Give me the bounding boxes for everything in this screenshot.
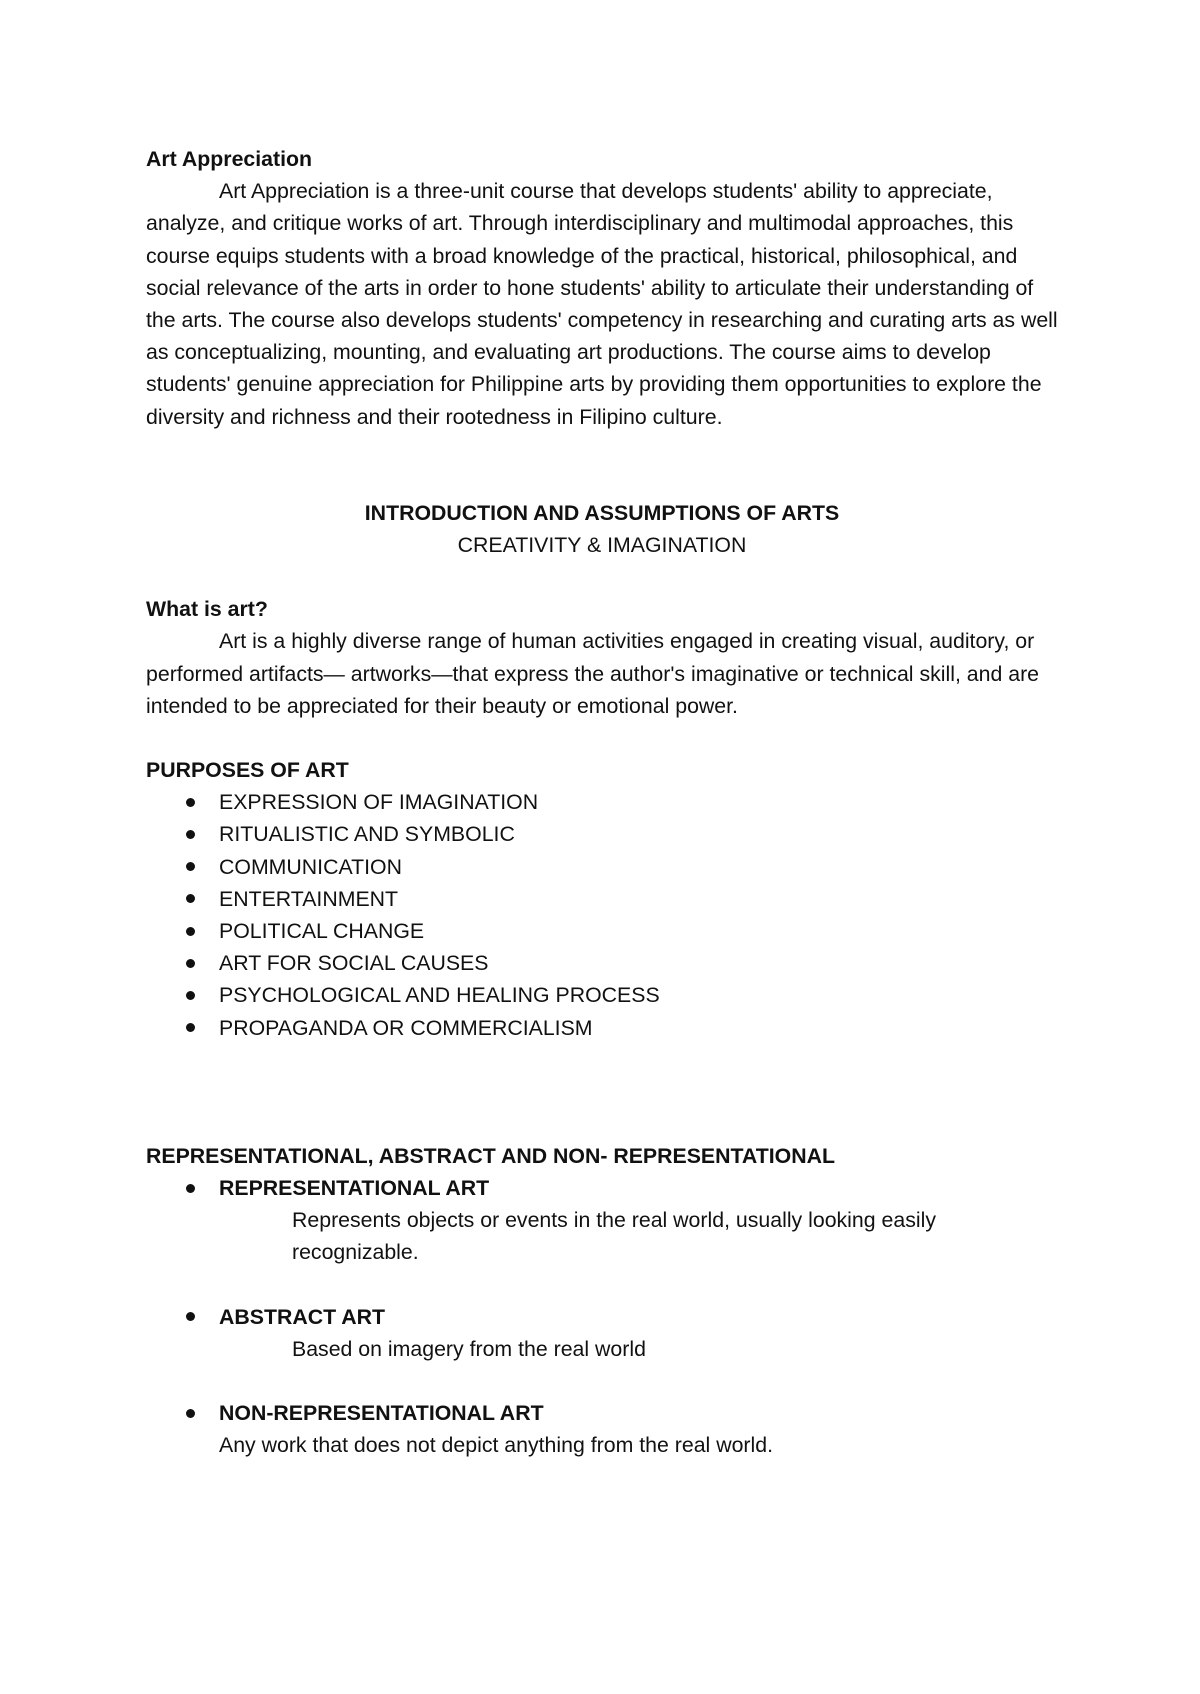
intro-title: INTRODUCTION AND ASSUMPTIONS OF ARTS	[364, 500, 840, 525]
course-description-paragraph: Art Appreciation is a three-unit course that develops students' ability to appreciate, analyze, and critique works of art. Through interdisciplinary and multimodal approaches, this course equips students with a broad knowledge of the practical, historical, philosophical, and social relevance of the arts in order to hone students' ability to articulate their understanding of the arts. The course also develops students' competency in researching and curating arts as well as conceptualizing, mounting, and evaluating art productions. The course aims to develop students' genuine appreciation for Philippine arts by providing them opportunities to explore the diversity and richness and their rootedness in Filipino culture.	[146, 179, 1058, 429]
bullet-icon	[186, 1023, 195, 1032]
list-item	[146, 915, 1058, 947]
bullet-icon	[186, 1312, 195, 1321]
bullet-icon	[186, 1409, 195, 1418]
type-description: Any work that does not depict anything from the real world.	[219, 1433, 774, 1458]
type-description: Represents objects or events in the real world, usually looking easily recognizable.	[292, 1208, 936, 1265]
what-is-art-paragraph: Art is a highly diverse range of human activities engaged in creating visual, auditory, or performed artifacts— artworks—that express the author's imaginative or technical skill, and are intended to be appreciated for their beauty or emotional power.	[146, 629, 1040, 718]
list-item-non-representational	[146, 1397, 1058, 1461]
purposes-list	[146, 786, 1058, 1044]
bullet-icon	[186, 862, 195, 871]
list-item-representational	[146, 1172, 1058, 1301]
spacer	[219, 1365, 1058, 1397]
type-title: NON-REPRESENTATIONAL ART	[219, 1401, 544, 1426]
list-item-label: COMMUNICATION	[219, 854, 402, 879]
bullet-icon	[186, 1184, 195, 1193]
list-item-abstract	[146, 1301, 1058, 1397]
section-heading-art-appreciation: Art Appreciation	[146, 147, 313, 171]
list-item	[146, 786, 1058, 818]
list-item	[146, 979, 1058, 1011]
spacer	[146, 1108, 1058, 1140]
spacer	[146, 433, 1058, 497]
spacer	[146, 722, 1058, 754]
list-item	[146, 851, 1058, 883]
list-item	[146, 818, 1058, 850]
list-item	[146, 947, 1058, 979]
bullet-icon	[186, 991, 195, 1000]
list-item	[146, 883, 1058, 915]
type-title: ABSTRACT ART	[219, 1304, 386, 1329]
list-item-label: EXPRESSION OF IMAGINATION	[219, 790, 539, 815]
types-heading: REPRESENTATIONAL, ABSTRACT AND NON- REPRESENTATIONAL	[146, 1143, 835, 1168]
list-item-label: ENTERTAINMENT	[219, 886, 399, 911]
spacer	[146, 561, 1058, 593]
bullet-icon	[186, 894, 195, 903]
list-item-label: PSYCHOLOGICAL AND HEALING PROCESS	[219, 983, 660, 1008]
list-item-label: RITUALISTIC AND SYMBOLIC	[219, 822, 515, 847]
type-title: REPRESENTATIONAL ART	[219, 1176, 490, 1201]
purposes-heading: PURPOSES OF ART	[146, 758, 349, 783]
list-item-label: ART FOR SOCIAL CAUSES	[219, 951, 489, 976]
types-list	[146, 1172, 1058, 1461]
type-description: Based on imagery from the real world	[292, 1336, 646, 1361]
spacer	[219, 1269, 1058, 1301]
bullet-icon	[186, 927, 195, 936]
list-item-label: PROPAGANDA OR COMMERCIALISM	[219, 1015, 593, 1040]
bullet-icon	[186, 830, 195, 839]
spacer	[146, 1044, 1058, 1108]
what-is-art-heading: What is art?	[146, 597, 268, 622]
bullet-icon	[186, 959, 195, 968]
list-item-label: POLITICAL CHANGE	[219, 919, 425, 944]
intro-subtitle: CREATIVITY & IMAGINATION	[457, 533, 747, 558]
bullet-icon	[186, 798, 195, 807]
document-page	[146, 143, 1058, 1462]
list-item	[146, 1012, 1058, 1044]
